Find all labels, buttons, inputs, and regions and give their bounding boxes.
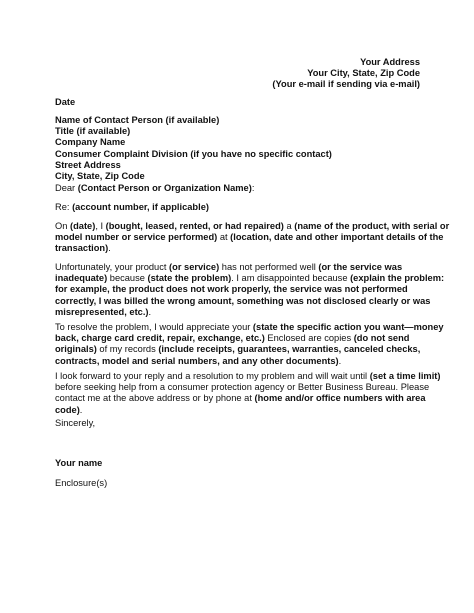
p2-text: . [148, 306, 152, 317]
p1-placeholder: model number or service performed) [55, 232, 218, 243]
p4-text: contact me at the above address or by phone at [55, 393, 255, 404]
p3-placeholder: (include receipts, guarantees, warranties, canceled checks, [158, 344, 421, 355]
p2-placeholder: misrepresented, etc.) [55, 306, 149, 317]
signature-name: Your name [55, 458, 103, 468]
p3-text: To resolve the problem, I would appreciate your [55, 322, 253, 332]
re-text: (account number, if applicable) [72, 202, 209, 212]
recipient-division: Consumer Complaint Division (if you have no specific contact) [55, 148, 332, 159]
p2-text: has not performed well [219, 262, 319, 272]
p1-placeholder: (name of the product, with serial or [294, 221, 450, 231]
sender-address: Your Address [360, 57, 420, 67]
p2-placeholder: (state the problem) [147, 273, 232, 284]
salutation-name: (Contact Person or Organization Name) [77, 183, 252, 193]
salutation [55, 183, 423, 194]
re-prefix: Re: [55, 202, 73, 212]
recipient-title: Title (if available) [55, 126, 131, 137]
p4-placeholder: (set a time limit) [369, 371, 441, 381]
p3-placeholder: back, charge card credit, repair, exchange, etc.) [55, 333, 265, 344]
sender-email: (Your e-mail if sending via e-mail) [272, 79, 420, 90]
p3-placeholder: (state the specific action you want—money [252, 322, 444, 332]
p2-text: Unfortunately, your product [55, 262, 170, 272]
recipient-contact-person: Name of Contact Person (if available) [55, 115, 220, 125]
paragraph-purchase [55, 221, 450, 255]
enclosure-line [55, 478, 423, 489]
p3-text: of my records [96, 344, 159, 355]
p2-placeholder: (or service) [169, 262, 220, 272]
p3-text: . [338, 355, 342, 366]
p2-placeholder: inadequate) [55, 273, 108, 284]
recipient-city-state-zip: City, State, Zip Code [55, 171, 145, 182]
p4-placeholder: code) [55, 404, 80, 415]
p3-placeholder: (do not send [353, 333, 410, 344]
p1-placeholder: transaction) [55, 243, 109, 254]
closing: Sincerely, [55, 418, 96, 428]
recipient-street: Street Address [55, 159, 121, 170]
date: Date [55, 97, 76, 107]
p4-placeholder: (home and/or office numbers with area [254, 393, 426, 404]
p4-text: I look forward to your reply and a resolution to my problem and will wait until [55, 371, 370, 381]
p4-text: before seeking help from a consumer protection agency or Better Business Bureau. Please [55, 382, 430, 393]
p1-text: at [217, 232, 231, 243]
recipient-address-block [55, 115, 423, 182]
p1-placeholder: (date) [70, 221, 96, 231]
p3-placeholder: contracts, model and serial numbers, and any other documents) [55, 355, 339, 366]
paragraph-follow-up [55, 371, 441, 416]
p1-text: On [55, 221, 70, 231]
reference-line [55, 202, 423, 213]
p1-placeholder: (location, date and other important details of the [230, 232, 444, 243]
p1-text: , I [95, 221, 106, 231]
salutation-suffix: : [251, 183, 255, 193]
p3-placeholder: originals) [55, 344, 97, 355]
p1-text: a [283, 221, 295, 231]
p1-placeholder: (bought, leased, rented, or had repaired) [105, 221, 284, 231]
p2-placeholder: correctly, I was billed the wrong amount, something was not disclosed clearly or was [55, 295, 431, 306]
p4-text: . [79, 404, 83, 415]
sender-address-block [272, 57, 420, 91]
date-line [55, 97, 423, 108]
p2-placeholder: (or the service was [318, 262, 403, 272]
salutation-prefix: Dear [55, 183, 78, 193]
p3-text: Enclosed are copies [264, 333, 354, 344]
p2-text: . I am disappointed because [231, 273, 351, 284]
p2-text: because [107, 273, 148, 284]
paragraph-resolution [55, 322, 444, 367]
signature-line [55, 458, 423, 469]
closing-line [55, 418, 423, 429]
paragraph-problem [55, 262, 445, 318]
enclosure: Enclosure(s) [55, 478, 108, 488]
p2-placeholder: for example, the product does not work properly, the service was not performed [55, 284, 408, 295]
p2-placeholder: (explain the problem: [350, 273, 445, 284]
p1-text: . [108, 243, 111, 254]
sender-city-state-zip: Your City, State, Zip Code [307, 68, 420, 79]
recipient-company: Company Name [55, 137, 126, 148]
